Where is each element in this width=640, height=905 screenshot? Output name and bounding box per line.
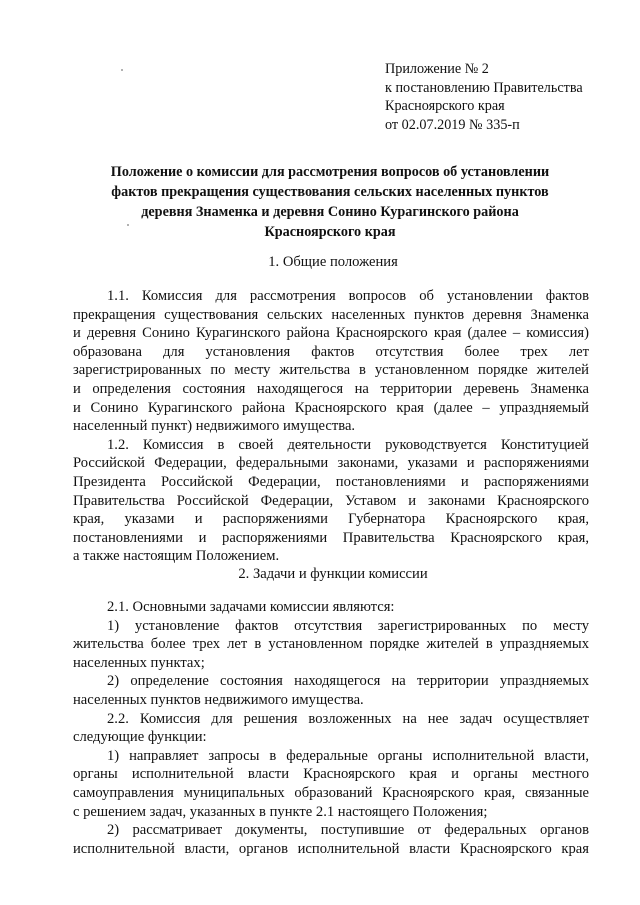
text-line: образована для установления фактов отсутствия более трех лет xyxy=(73,343,589,360)
paragraph-function-1 xyxy=(73,747,589,821)
section-2-body xyxy=(73,598,589,858)
title-line: деревня Знаменка и деревня Сонино Курагинского района xyxy=(141,204,519,220)
text-line: постановлениями и распоряжениями Правительства Красноярского края, xyxy=(73,529,589,546)
paragraph-task-1 xyxy=(73,617,589,673)
text-line: прекращения существования сельских населенных пунктов деревня Знаменка xyxy=(73,306,589,323)
text-line: 2) рассматривает документы, поступившие от федеральных органов xyxy=(107,822,589,839)
text-line: населенный пункт) недвижимого имущества. xyxy=(73,418,356,435)
paragraph-1-2 xyxy=(73,436,589,566)
text-line: 2.2. Комиссия для решения возложенных на нее задач осуществляет xyxy=(107,710,589,727)
text-line: 2.1. Основными задачами комиссии являются: xyxy=(107,599,395,615)
text-line: 2) определение состояния находящегося на территории упраздняемых xyxy=(107,673,589,690)
paragraph-function-2 xyxy=(73,821,589,858)
title-line: Красноярского края xyxy=(264,224,396,240)
section-1-heading: 1. Общие положения xyxy=(268,254,398,270)
text-line: а также настоящим Положением. xyxy=(73,548,280,565)
appendix-header xyxy=(385,60,630,134)
text-line: зарегистрированных по месту жительства в установленном порядке жителей xyxy=(73,362,589,379)
text-line: с решением задач, указанных в пункте 2.1 настоящего Положения; xyxy=(73,803,488,820)
appendix-reference: к постановлению Правительства xyxy=(385,79,583,96)
appendix-date: от 02.07.2019 № 335-п xyxy=(385,116,520,133)
text-line: населенных пунктов недвижимого имущества. xyxy=(73,691,364,708)
text-line: и деревня Сонино Курагинского района Красноярского края (далее – комиссия) xyxy=(73,325,589,342)
text-line: 1.1. Комиссия для рассмотрения вопросов об установлении фактов xyxy=(107,288,589,304)
paragraph-task-2 xyxy=(73,672,589,709)
text-line: 1.2. Комиссия в своей деятельности руководствуется Конституцией xyxy=(107,436,589,453)
text-line: исполнительной власти, органов исполнительной власти Красноярского края xyxy=(73,840,589,857)
text-line: и определения состояния находящегося на территории деревень Знаменка xyxy=(73,380,589,397)
appendix-number: Приложение № 2 xyxy=(385,61,489,77)
text-line: Правительства Российской Федерации, Уставом и законами Красноярского xyxy=(73,492,589,509)
title-line: Положение о комиссии для рассмотрения вопросов об установлении xyxy=(110,164,550,180)
text-line: Российской Федерации, федеральными законами, указами и распоряжениями xyxy=(73,455,589,472)
title-line: фактов прекращения существования сельских населенных пунктов xyxy=(111,184,549,200)
text-line: населенных пунктах; xyxy=(73,654,205,671)
paragraph-2-2 xyxy=(73,710,589,747)
scan-speck xyxy=(121,69,123,71)
section-2-heading: 2. Задачи и функции комиссии xyxy=(238,566,428,582)
section-1-body xyxy=(73,287,589,566)
paragraph-2-1 xyxy=(73,598,589,617)
text-line: жительства более трех лет в установленном порядке жителей в упраздняемых xyxy=(73,636,589,653)
document-title xyxy=(80,162,580,242)
text-line: и Сонино Курагинского района Красноярского края (далее – упраздняемый xyxy=(73,399,589,416)
text-line: Президента Российской Федерации, постановлениями и распоряжениями xyxy=(73,473,589,490)
appendix-region: Красноярского края xyxy=(385,98,505,114)
text-line: 1) установление фактов отсутствия зарегистрированных по месту xyxy=(107,617,589,634)
text-line: 1) направляет запросы в федеральные органы исполнительной власти, xyxy=(107,747,589,764)
text-line: края, указами и распоряжениями Губернатора Красноярского края, xyxy=(73,511,589,528)
paragraph-1-1 xyxy=(73,287,589,436)
text-line: органы исполнительной власти Красноярского края и органы местного xyxy=(73,766,589,783)
text-line: следующие функции: xyxy=(73,729,207,746)
text-line: самоуправления муниципальных образований Красноярского края, связанные xyxy=(73,784,589,801)
